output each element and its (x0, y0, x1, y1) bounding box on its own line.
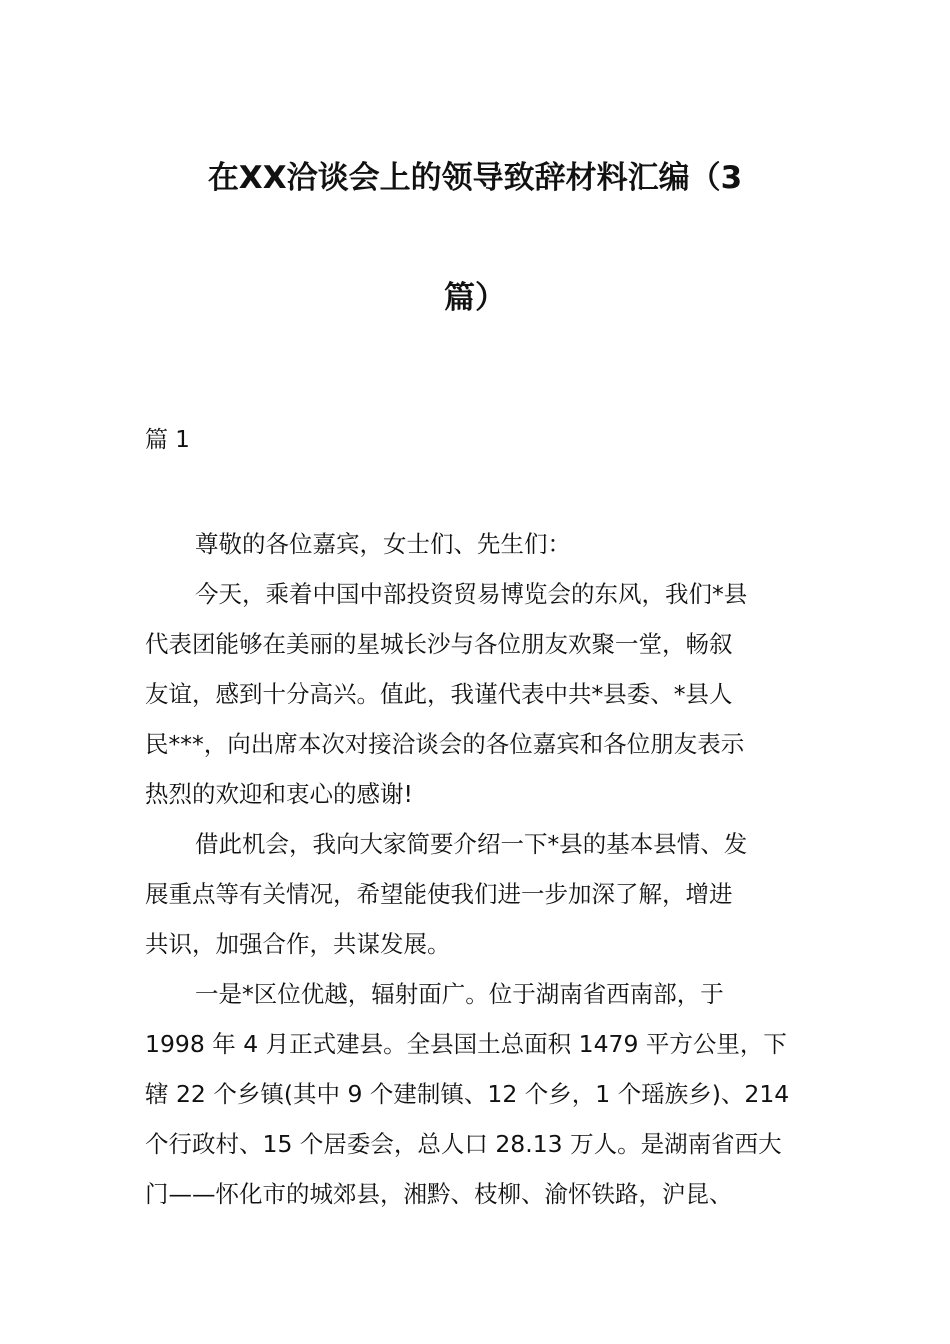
body-line: 友谊，感到十分高兴。值此，我谨代表中共*县委、*县人 (145, 680, 733, 708)
document-title-line-1: 在XX洽谈会上的领导致辞材料汇编（3 (207, 160, 743, 196)
body-line: 1998 年 4 月正式建县。全县国土总面积 1479 平方公里，下 (145, 1030, 787, 1058)
body-line: 展重点等有关情况，希望能使我们进一步加深了解，增进 (145, 880, 733, 908)
section-label: 篇 1 (145, 427, 190, 453)
body-line: 共识，加强合作，共谋发展。 (145, 930, 451, 958)
body-line: 一是*区位优越，辐射面广。位于湖南省西南部，于 (195, 980, 724, 1008)
body-line: 今天，乘着中国中部投资贸易博览会的东风，我们*县 (195, 580, 748, 608)
document-title-line-2: 篇） (444, 280, 506, 316)
body-line: 代表团能够在美丽的星城长沙与各位朋友欢聚一堂，畅叙 (145, 630, 733, 658)
body-line: 门——怀化市的城郊县，湘黔、枝柳、渝怀铁路，沪昆、 (145, 1180, 733, 1208)
document-body (145, 519, 807, 1219)
body-line-salutation: 尊敬的各位嘉宾，女士们、先生们： (195, 530, 571, 558)
body-line: 民***，向出席本次对接洽谈会的各位嘉宾和各位朋友表示 (145, 730, 745, 758)
body-line: 个行政村、15 个居委会，总人口 28.13 万人。是湖南省西大 (145, 1130, 782, 1158)
body-line: 借此机会，我向大家简要介绍一下*县的基本县情、发 (195, 830, 748, 858)
body-line: 辖 22 个乡镇(其中 9 个建制镇、12 个乡，1 个瑶族乡)、214 (145, 1080, 790, 1108)
body-line: 热烈的欢迎和衷心的感谢! (145, 780, 413, 808)
